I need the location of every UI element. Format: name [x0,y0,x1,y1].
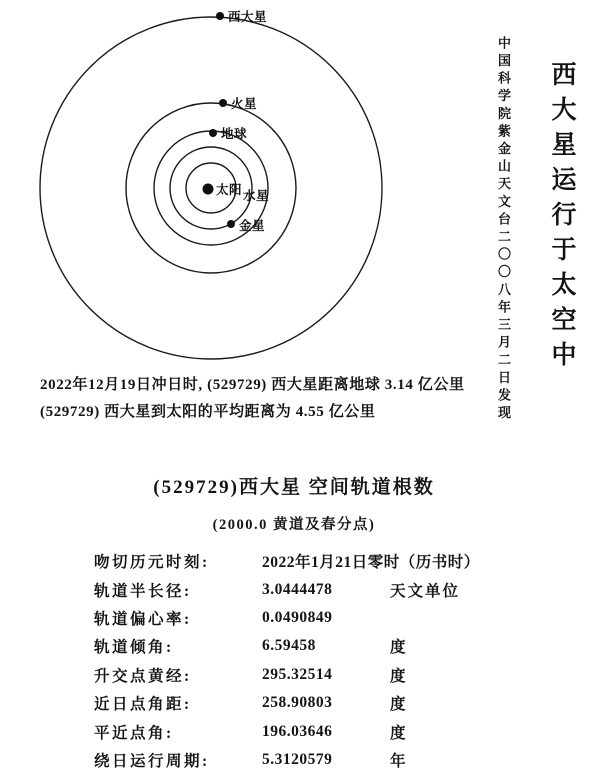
sun-label: 太阳 [216,183,243,197]
earth-label: 地球 [221,127,248,141]
element-value: 2022年1月21日零时（历书时） [262,554,480,572]
element-unit: 度 [390,696,408,714]
element-label: 轨道偏心率: [94,610,192,628]
headline-vertical: 西大星运行于太空中 [548,61,575,376]
section-subtitle: (2000.0 黄道及春分点) [212,517,376,533]
mercury-label: 水星 [243,189,270,203]
table-row [94,689,564,717]
caption-mean-distance: (529729) 西大星到太阳的平均距离为 4.55 亿公里 [40,403,376,420]
element-label: 升交点黄经: [94,667,192,685]
table-row [94,717,564,745]
venus-dot [227,220,235,228]
element-unit: 度 [390,639,408,657]
element-unit: 天文单位 [390,582,461,600]
element-value: 295.32514 [262,665,333,683]
element-value: 5.3120579 [262,750,333,768]
asteroid-label: 西大星 [228,10,268,24]
table-row [94,604,564,632]
venus-label: 金星 [239,219,266,233]
caption-opposition-distance: 2022年12月19日冲日时, (529729) 西大星距离地球 3.14 亿公里 [40,377,465,393]
discovery-note-vertical: 中国科学院紫金山天文台二〇〇八年三月二日发现 [496,36,511,424]
element-label: 近日点角距: [94,696,192,714]
orbit-diagram [0,0,440,372]
element-label: 轨道半长径: [94,582,192,600]
element-label: 吻切历元时刻: [94,554,210,572]
element-value: 0.0490849 [262,608,333,626]
element-unit: 度 [390,724,408,742]
element-unit: 年 [390,752,408,770]
section-title: (529729)西大星 空间轨道根数 [153,477,435,498]
sun-dot [203,184,214,195]
orbital-elements-table [94,547,564,774]
table-row [94,575,564,603]
element-unit: 度 [390,667,408,685]
element-value: 3.0444478 [262,580,333,598]
element-value: 258.90803 [262,694,333,712]
table-row [94,632,564,660]
orbital-elements-section-head [0,472,588,534]
element-label: 平近点角: [94,724,174,742]
table-row [94,547,564,575]
mars-dot [219,99,227,107]
element-label: 轨道倾角: [94,639,174,657]
table-row [94,661,564,689]
element-value: 6.59458 [262,637,316,655]
element-value: 196.03646 [262,722,333,740]
earth-dot [209,129,217,137]
mars-label: 火星 [231,97,258,111]
diagram-captions [40,372,465,425]
table-row [94,746,564,774]
asteroid-dot [216,12,224,20]
element-label: 绕日运行周期: [94,752,210,770]
